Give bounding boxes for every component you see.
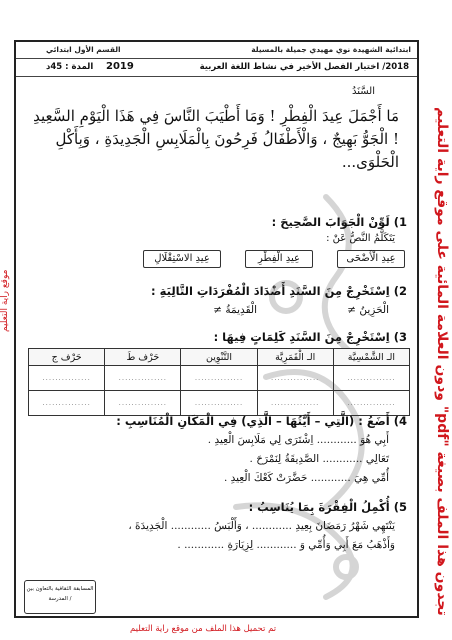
q3-blank[interactable]: ............... xyxy=(29,391,105,416)
q2-title: 2) اِسْتَخْرِجْ مِنَ السَّنَدِ أَضْدَادَ الْمُفْرَدَاتِ التَّالِيَةِ : xyxy=(151,284,407,298)
side-watermark-text: تجدون هذا الملف بصيغة "pdf" ودون العلامة المائية على موقع راية التعليم xyxy=(434,107,450,616)
class-level: القسم الأول ابتدائي xyxy=(46,45,121,54)
q2-item-1: الْحَزِينُ ≠ xyxy=(347,304,389,316)
q3-blank[interactable]: ............... xyxy=(181,366,257,391)
header-bar xyxy=(16,58,417,77)
passage-text: مَا أَجْمَلَ عِيدَ الْفِطْرِ ! وَمَا أَطْيَبَ النَّاسَ فِي هَذَا الْيَوْمِ السَّعِيدِ ! الْجَوُّ بَهِيجٌ ، وَالْأَطْفَالُ فَرِحُونَ بِالْمَلَابِسِ الْجَدِيدَةِ ، وَبِأَكْلِ الْحَلْوَى... xyxy=(33,107,399,171)
q3-blank[interactable]: ............... xyxy=(105,366,181,391)
q1-title: 1) لَوِّنْ الْجَوَابَ الصَّحِيحَ : xyxy=(271,215,407,229)
q2-item-2: الْقَدِيمَةُ ≠ xyxy=(213,304,257,316)
side-site-name: موقع راية التعليم xyxy=(0,270,10,333)
q3-blank[interactable]: ............... xyxy=(333,391,409,416)
q3-col-ta: حَرْف طَ xyxy=(105,349,181,366)
q1-option-fitr[interactable]: عِيدِ الْفِطْرِ xyxy=(245,250,313,268)
q5-title: 5) أُكْمِلُ الْفِقْرَةَ بِمَا يُنَاسِبُ : xyxy=(248,500,407,514)
q3-col-jim: حَرْف ج xyxy=(29,349,105,366)
exam-duration: المدة : 45د xyxy=(46,62,94,72)
exam-sheet xyxy=(14,40,419,618)
school-stamp: المسابقة الثقافية بالتعاون بين / المدرسة xyxy=(24,580,96,614)
q4-line-1: أَبِي هُوَ ............ اِشْتَرَى لِي مَلَابِسَ الْعِيدِ . xyxy=(207,434,389,446)
q5-line-1: يَنْتَهِي شَهْرُ رَمَضَانَ بِعِيدِ ............ ، وَأَلْبَسُ ............ الْجَدِيدَةَ ، xyxy=(128,520,395,532)
q3-blank[interactable]: ............... xyxy=(333,366,409,391)
q3-title: 3) اِسْتَخْرِجْ مِنَ السَّنَدِ كَلِمَاتٍ فِيهَا : xyxy=(213,330,407,344)
q3-col-tanwin: التَّنْوِين xyxy=(181,349,257,366)
q3-blank[interactable]: ............... xyxy=(29,366,105,391)
exam-title: 2018/ اختبار الفصل الأخير في نشاط اللغة العربية xyxy=(199,62,409,72)
q3-blank[interactable]: ............... xyxy=(181,391,257,416)
passage-label: السَّنَدُ xyxy=(351,86,375,97)
q1-option-adha[interactable]: عِيدِ الْأَضْحَى xyxy=(337,250,405,268)
q1-prompt: يَتَكَلَّمُ النَّصُّ عَنْ : xyxy=(326,233,395,244)
q4-title: 4) أَضَعُ : (الَّتِي – أَيَّتُهَا – الَّذِي) فِي الْمَكَانِ الْمُنَاسِبِ : xyxy=(116,414,407,428)
q3-col-shamsiya: الـ الشَّمْسِيَّة xyxy=(333,349,409,366)
footer-download-note: تم تحميل هذا الملف من موقع راية التعليم xyxy=(130,624,277,634)
q3-blank[interactable]: ............... xyxy=(257,391,333,416)
q3-blank[interactable]: ............... xyxy=(257,366,333,391)
q5-line-2: وَأَذْهَبُ مَعَ أَبِي وَأُمِّي وَ ............ لِزِيَارَةِ ............ . xyxy=(177,539,395,551)
q4-line-3: أُمِّي هِيَ ............ حَضَّرَتْ كَعْكَ الْعِيدِ . xyxy=(223,472,389,484)
q3-table xyxy=(28,348,410,416)
exam-year: 2019 xyxy=(106,61,134,72)
q3-col-qamariya: الـ الْقَمَرِيَّة xyxy=(257,349,333,366)
school-name: ابتدائية الشهيدة نوي مهيدي جميلة بالمسيلة xyxy=(251,45,411,54)
q3-blank[interactable]: ............... xyxy=(105,391,181,416)
q4-line-2: تَعَالِي ............ الصَّدِيقَةُ لِنَمْرَحَ . xyxy=(249,453,389,465)
q1-option-istiqlal[interactable]: عِيدِ الاسْتِقْلَالِ xyxy=(143,250,221,268)
